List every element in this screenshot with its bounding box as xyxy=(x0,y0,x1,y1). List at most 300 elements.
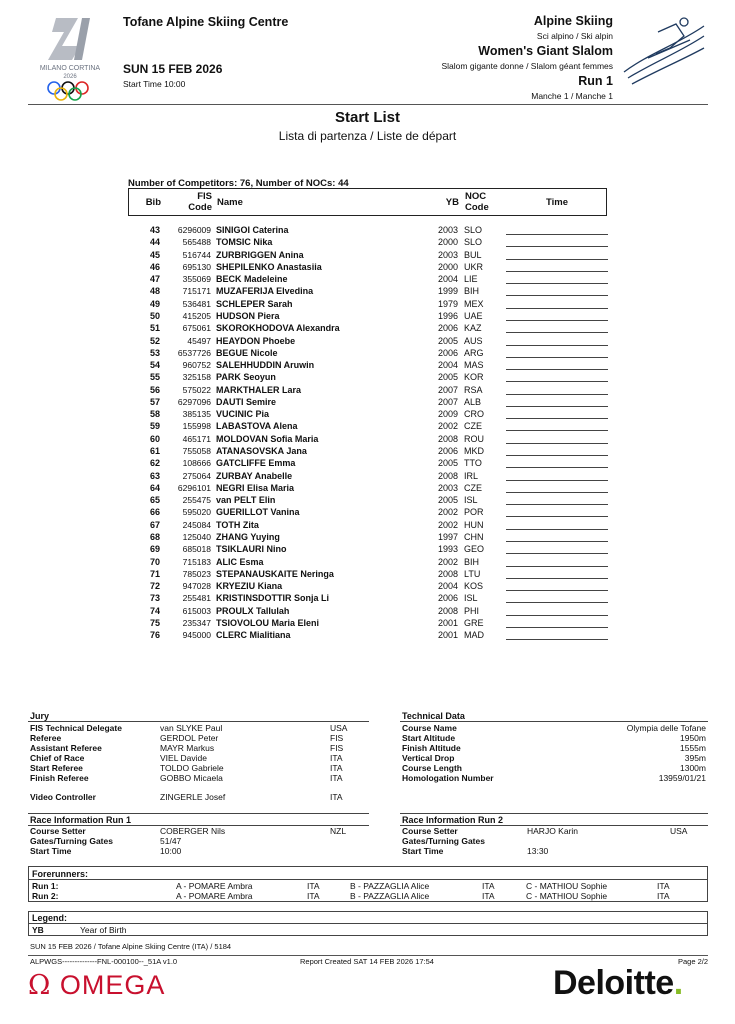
athlete-name-cell: GATCLIFFE Emma xyxy=(216,458,296,469)
run2-start-label: Start Time xyxy=(402,846,444,856)
run1-setter-label: Course Setter xyxy=(30,826,86,836)
noc-code-cell: HUN xyxy=(464,519,484,530)
athlete-name-cell: CLERC Mialitiana xyxy=(216,630,291,641)
bib-cell: 66 xyxy=(149,507,160,518)
year-of-birth-cell: 2005 xyxy=(437,495,458,506)
table-row xyxy=(128,531,608,543)
athlete-name-cell: MARKTHALER Lara xyxy=(216,384,302,395)
athlete-name-cell: KRYEZIU Kiana xyxy=(216,581,283,592)
fis-code-cell: 516744 xyxy=(182,249,211,260)
noc-code-cell: RSA xyxy=(464,384,483,395)
forerunner-run-label: Run 2: xyxy=(32,891,59,901)
time-blank-line xyxy=(506,418,608,419)
table-row xyxy=(128,347,608,359)
noc-code-cell: CZE xyxy=(464,482,482,493)
jury-role: FIS Technical Delegate xyxy=(30,723,122,733)
run2-setter-noc: USA xyxy=(670,826,688,836)
technical-value: 13959/01/21 xyxy=(658,773,706,783)
omega-wordmark: OMEGA xyxy=(59,970,166,1000)
bib-cell: 75 xyxy=(149,617,160,628)
time-blank-line xyxy=(506,590,608,591)
athlete-name-cell: van PELT Elin xyxy=(216,495,276,506)
alpine-skiing-pictogram-icon xyxy=(618,14,708,86)
fis-code-cell: 685018 xyxy=(182,544,211,555)
table-row xyxy=(128,470,608,482)
fis-code-cell: 275064 xyxy=(182,470,211,481)
time-blank-line xyxy=(506,381,608,382)
table-row xyxy=(128,273,608,285)
forerunners-divider xyxy=(28,879,708,880)
table-row xyxy=(128,298,608,310)
noc-code-cell: ARG xyxy=(464,347,484,358)
fis-code-cell: 575022 xyxy=(182,384,211,395)
time-blank-line xyxy=(506,234,608,235)
omega-logo xyxy=(28,970,165,1001)
time-blank-line xyxy=(506,246,608,247)
year-of-birth-cell: 2006 xyxy=(437,347,458,358)
legend-title: Legend: xyxy=(32,913,67,923)
table-header xyxy=(128,188,607,216)
athlete-name-cell: SCHLEPER Sarah xyxy=(216,298,293,309)
table-row xyxy=(128,543,608,555)
fis-code-cell: 6296101 xyxy=(177,482,211,493)
table-row xyxy=(128,568,608,580)
athlete-name-cell: LABASTOVA Alena xyxy=(216,421,298,432)
noc-code-cell: KAZ xyxy=(464,323,482,334)
fis-code-cell: 255475 xyxy=(182,495,211,506)
time-blank-line xyxy=(506,369,608,370)
year-of-birth-cell: 2006 xyxy=(437,593,458,604)
fis-code-cell: 945000 xyxy=(182,630,211,641)
athlete-name-cell: STEPANAUSKAITE Neringa xyxy=(216,568,334,579)
table-row xyxy=(128,506,608,518)
table-row xyxy=(128,482,608,494)
fis-code-cell: 755058 xyxy=(182,446,211,457)
athlete-name-cell: ZURBAY Anabelle xyxy=(216,470,293,481)
run1-gates: 51/47 xyxy=(160,836,182,846)
fis-code-cell: 960752 xyxy=(182,360,211,371)
fis-code-cell: 45497 xyxy=(187,335,211,346)
bib-cell: 46 xyxy=(149,261,160,272)
fis-code-cell: 715183 xyxy=(182,556,211,567)
bib-cell: 50 xyxy=(149,310,160,321)
bib-cell: 51 xyxy=(149,323,160,334)
bib-cell: 69 xyxy=(149,544,160,555)
time-blank-line xyxy=(506,541,608,542)
technical-value: 395m xyxy=(684,753,706,763)
time-blank-line xyxy=(506,271,608,272)
time-blank-line xyxy=(506,283,608,284)
deloitte-dot: . xyxy=(673,964,683,1002)
technical-label: Course Name xyxy=(402,723,457,733)
year-of-birth-cell: 2002 xyxy=(437,421,458,432)
time-blank-line xyxy=(506,357,608,358)
run2-gates-label: Gates/Turning Gates xyxy=(402,836,485,846)
noc-code-cell: TTO xyxy=(464,458,482,469)
year-of-birth-cell: 2000 xyxy=(437,261,458,272)
bib-cell: 47 xyxy=(149,274,160,285)
technical-title: Technical Data xyxy=(402,711,465,721)
fis-code-cell: 947028 xyxy=(182,581,211,592)
time-blank-line xyxy=(506,259,608,260)
time-blank-line xyxy=(506,529,608,530)
technical-value: 1555m xyxy=(680,743,706,753)
fis-code-cell: 235347 xyxy=(182,617,211,628)
jury-role: Finish Referee xyxy=(30,773,89,783)
table-row xyxy=(128,580,608,592)
year-of-birth-cell: 2000 xyxy=(437,237,458,248)
jury-noc: FIS xyxy=(330,743,344,753)
fis-code-cell: 355069 xyxy=(182,274,211,285)
time-blank-line xyxy=(506,492,608,493)
athlete-name-cell: MOLDOVAN Sofia Maria xyxy=(216,433,319,444)
legend-divider xyxy=(28,923,708,924)
technical-label: Vertical Drop xyxy=(402,753,455,763)
forerunner-c: C - MATHIOU Sophie xyxy=(526,881,608,891)
fis-code-cell: 595020 xyxy=(182,507,211,518)
athlete-name-cell: DAUTI Semire xyxy=(216,396,277,407)
athlete-name-cell: ZURBRIGGEN Anina xyxy=(216,249,304,260)
athlete-name-cell: TOTH Zita xyxy=(216,519,259,530)
noc-code-cell: KOS xyxy=(464,581,484,592)
athlete-name-cell: GUERILLOT Vanina xyxy=(216,507,300,518)
bib-cell: 64 xyxy=(149,482,160,493)
fis-code-cell: 125040 xyxy=(182,532,211,542)
athlete-name-cell: NEGRI Elisa Maria xyxy=(216,482,295,493)
noc-code-cell: IRL xyxy=(464,470,479,481)
table-row xyxy=(128,249,608,261)
footer-event-line: SUN 15 FEB 2026 / Tofane Alpine Skiing Centre (ITA) / 5184 xyxy=(30,942,232,951)
bib-cell: 57 xyxy=(149,396,160,407)
milano-cortina-logo xyxy=(30,12,110,102)
jury-member-name: GERDOL Peter xyxy=(160,733,219,743)
year-of-birth-cell: 2004 xyxy=(437,360,458,371)
noc-code-cell: UAE xyxy=(464,310,483,321)
table-row xyxy=(128,335,608,347)
bib-cell: 48 xyxy=(149,286,160,297)
year-of-birth-cell: 2003 xyxy=(437,482,458,493)
jury-member-name: GOBBO Micaela xyxy=(160,773,223,783)
legend-key: YB xyxy=(32,925,44,935)
year-of-birth-cell: 2002 xyxy=(437,507,458,518)
forerunner-c: C - MATHIOU Sophie xyxy=(526,891,608,901)
table-row xyxy=(128,384,608,396)
table-row xyxy=(128,261,608,273)
athlete-name-cell: HEAYDON Phoebe xyxy=(216,335,296,346)
col-fis: FIS xyxy=(197,191,212,202)
bib-cell: 45 xyxy=(149,249,160,260)
forerunner-c-noc: ITA xyxy=(657,881,670,891)
jury-member-name: ZINGERLE Josef xyxy=(160,792,226,802)
table-row xyxy=(128,310,608,322)
athlete-name-cell: BEGUE Nicole xyxy=(216,347,278,358)
discipline: Alpine Skiing xyxy=(533,14,613,28)
technical-divider xyxy=(400,721,708,722)
fis-code-cell: 465171 xyxy=(182,433,211,444)
run1-setter: COBERGER Nils xyxy=(160,826,226,836)
svg-text:2026: 2026 xyxy=(63,74,77,80)
omega-symbol-icon: Ω xyxy=(28,970,52,1001)
fis-code-cell: 155998 xyxy=(182,421,211,432)
table-row xyxy=(128,371,608,383)
bib-cell: 53 xyxy=(149,347,160,358)
athlete-name-cell: PARK Seoyun xyxy=(216,372,276,383)
noc-code-cell: POR xyxy=(464,507,484,518)
noc-code-cell: SLO xyxy=(464,237,483,248)
year-of-birth-cell: 2005 xyxy=(437,372,458,383)
year-of-birth-cell: 2008 xyxy=(437,568,458,579)
bib-cell: 59 xyxy=(149,421,160,432)
time-blank-line xyxy=(506,394,608,395)
time-blank-line xyxy=(506,295,608,296)
fis-code-cell: 675061 xyxy=(182,323,211,334)
jury-noc: ITA xyxy=(330,753,343,763)
page-title: Start List xyxy=(334,109,400,126)
athlete-name-cell: TSIOVOLOU Maria Eleni xyxy=(216,617,320,628)
table-row xyxy=(128,433,608,445)
col-noc: NOC xyxy=(465,191,487,202)
year-of-birth-cell: 2001 xyxy=(437,617,458,628)
table-row xyxy=(128,605,608,617)
run1-gates-label: Gates/Turning Gates xyxy=(30,836,113,846)
deloitte-wordmark: Deloitte xyxy=(553,964,674,1002)
bib-cell: 49 xyxy=(149,298,160,309)
technical-value: 1950m xyxy=(680,733,706,743)
fis-code-cell: 565488 xyxy=(182,237,211,248)
athlete-name-cell: TSIKLAURI Nino xyxy=(216,544,287,555)
time-blank-line xyxy=(506,504,608,505)
bib-cell: 74 xyxy=(149,605,160,616)
athlete-name-cell: SHEPILENKO Anastasiia xyxy=(216,261,322,272)
jury-noc: ITA xyxy=(330,773,343,783)
run-label: Run 1 xyxy=(578,74,613,88)
bib-cell: 44 xyxy=(149,237,160,248)
time-blank-line xyxy=(506,320,608,321)
time-blank-line xyxy=(506,516,608,517)
forerunner-b-noc: ITA xyxy=(482,881,495,891)
bib-cell: 68 xyxy=(149,532,160,542)
athlete-name-cell: KRISTINSDOTTIR Sonja Li xyxy=(216,593,330,604)
noc-code-cell: UKR xyxy=(464,261,484,272)
table-row xyxy=(128,322,608,334)
run2-setter-label: Course Setter xyxy=(402,826,458,836)
year-of-birth-cell: 2002 xyxy=(437,519,458,530)
race-run2-top-rule xyxy=(400,813,708,814)
table-row xyxy=(128,457,608,469)
table-row xyxy=(128,556,608,568)
time-blank-line xyxy=(506,345,608,346)
forerunner-b: B - PAZZAGLIA Alice xyxy=(350,881,430,891)
bib-cell: 72 xyxy=(149,581,160,592)
col-fis-code: Code xyxy=(188,202,212,213)
year-of-birth-cell: 2005 xyxy=(437,335,458,346)
event-name: Women's Giant Slalom xyxy=(478,44,613,58)
jury-member-name: TOLDO Gabriele xyxy=(160,763,224,773)
year-of-birth-cell: 2005 xyxy=(437,458,458,469)
start-time: Start Time 10:00 xyxy=(123,79,186,89)
forerunner-b-noc: ITA xyxy=(482,891,495,901)
jury-noc: ITA xyxy=(330,792,343,802)
noc-code-cell: GEO xyxy=(464,544,485,555)
noc-code-cell: ISL xyxy=(464,495,478,506)
forerunners-title: Forerunners: xyxy=(32,869,89,879)
jury-role: Referee xyxy=(30,733,62,743)
jury-noc: ITA xyxy=(330,763,343,773)
bib-cell: 58 xyxy=(149,409,160,420)
noc-code-cell: ISL xyxy=(464,593,478,604)
year-of-birth-cell: 2003 xyxy=(437,249,458,260)
technical-value: 1300m xyxy=(680,763,706,773)
bib-cell: 76 xyxy=(149,630,160,641)
year-of-birth-cell: 2003 xyxy=(437,225,458,235)
fis-code-cell: 536481 xyxy=(182,298,211,309)
header-divider xyxy=(28,104,708,105)
report-code: ALPWGS--------------FNL-000100--_51A v1.0 xyxy=(30,957,178,966)
time-blank-line xyxy=(506,615,608,616)
col-time: Time xyxy=(546,197,569,208)
jury-member-name: van SLYKE Paul xyxy=(160,723,223,733)
noc-code-cell: LIE xyxy=(464,274,478,285)
year-of-birth-cell: 1999 xyxy=(437,286,458,297)
bib-cell: 56 xyxy=(149,384,160,395)
competitor-summary: Number of Competitors: 76, Number of NOCs: 44 xyxy=(128,178,349,189)
forerunner-run-label: Run 1: xyxy=(32,881,59,891)
noc-code-cell: KOR xyxy=(464,372,484,383)
run2-start: 13:30 xyxy=(527,846,549,856)
year-of-birth-cell: 2006 xyxy=(437,323,458,334)
col-noc-code: Code xyxy=(465,202,489,213)
noc-code-cell: MAS xyxy=(464,360,484,371)
noc-code-cell: SLO xyxy=(464,225,483,235)
athlete-name-cell: SKOROKHODOVA Alexandra xyxy=(216,323,340,334)
bib-cell: 73 xyxy=(149,593,160,604)
jury-role: Start Referee xyxy=(30,763,83,773)
table-row xyxy=(128,420,608,432)
fis-code-cell: 6296009 xyxy=(177,225,211,235)
jury-role: Assistant Referee xyxy=(30,743,102,753)
race-run2-title: Race Information Run 2 xyxy=(402,815,504,825)
run2-setter: HARJO Karin xyxy=(527,826,579,836)
bib-cell: 70 xyxy=(149,556,160,567)
athlete-name-cell: MUZAFERIJA Elvedina xyxy=(216,286,314,297)
time-blank-line xyxy=(506,578,608,579)
table-row xyxy=(128,359,608,371)
jury-noc: FIS xyxy=(330,733,344,743)
year-of-birth-cell: 2002 xyxy=(437,556,458,567)
time-blank-line xyxy=(506,443,608,444)
table-row xyxy=(128,285,608,297)
technical-label: Finish Altitude xyxy=(402,743,461,753)
year-of-birth-cell: 2007 xyxy=(437,384,458,395)
time-blank-line xyxy=(506,467,608,468)
jury-member-name: MAYR Markus xyxy=(160,743,215,753)
fis-code-cell: 6537726 xyxy=(177,347,211,358)
bib-cell: 43 xyxy=(149,225,160,235)
noc-code-cell: MAD xyxy=(464,630,484,641)
time-blank-line xyxy=(506,566,608,567)
time-blank-line xyxy=(506,308,608,309)
table-row xyxy=(128,519,608,531)
athlete-name-cell: SINIGOI Caterina xyxy=(216,225,289,235)
forerunner-a: A - POMARE Ambra xyxy=(176,881,253,891)
venue-name: Tofane Alpine Skiing Centre xyxy=(123,15,289,29)
year-of-birth-cell: 2008 xyxy=(437,470,458,481)
run1-start-label: Start Time xyxy=(30,846,72,856)
bib-cell: 52 xyxy=(149,335,160,346)
technical-value: Olympia delle Tofane xyxy=(626,723,706,733)
time-blank-line xyxy=(506,406,608,407)
fis-code-cell: 6297096 xyxy=(177,396,211,407)
year-of-birth-cell: 1996 xyxy=(437,310,458,321)
bib-cell: 55 xyxy=(149,372,160,383)
noc-code-cell: AUS xyxy=(464,335,483,346)
forerunner-c-noc: ITA xyxy=(657,891,670,901)
jury-member-name: VIEL Davide xyxy=(160,753,207,763)
table-row xyxy=(128,445,608,457)
fis-code-cell: 415205 xyxy=(182,310,211,321)
bib-cell: 60 xyxy=(149,433,160,444)
year-of-birth-cell: 1993 xyxy=(437,544,458,555)
col-yb: YB xyxy=(445,197,459,208)
event-translation: Slalom gigante donne / Slalom géant femmes xyxy=(441,61,613,71)
table-row xyxy=(128,396,608,408)
bib-cell: 65 xyxy=(149,495,160,506)
time-blank-line xyxy=(506,332,608,333)
bib-cell: 63 xyxy=(149,470,160,481)
noc-code-cell: CHN xyxy=(464,532,484,542)
table-row xyxy=(128,629,608,641)
fis-code-cell: 255481 xyxy=(182,593,211,604)
noc-code-cell: LTU xyxy=(464,568,481,579)
year-of-birth-cell: 2008 xyxy=(437,433,458,444)
fis-code-cell: 615003 xyxy=(182,605,211,616)
time-blank-line xyxy=(506,627,608,628)
bib-cell: 61 xyxy=(149,446,160,457)
noc-code-cell: ROU xyxy=(464,433,484,444)
discipline-translation: Sci alpino / Ski alpin xyxy=(536,31,613,41)
noc-code-cell: CRO xyxy=(464,409,484,420)
athlete-name-cell: VUCINIC Pia xyxy=(216,409,270,420)
jury-noc: USA xyxy=(330,723,348,733)
page-number: Page 2/2 xyxy=(677,957,708,966)
logo-text: MILANO CORTINA xyxy=(39,65,101,72)
athlete-name-cell: SALEHHUDDIN Aruwin xyxy=(216,360,315,371)
jury-title: Jury xyxy=(30,711,50,721)
noc-code-cell: PHI xyxy=(464,605,480,616)
forerunner-a-noc: ITA xyxy=(307,891,320,901)
table-row xyxy=(128,224,608,236)
bib-cell: 71 xyxy=(149,568,160,579)
col-name: Name xyxy=(217,197,243,208)
race-run1-top-rule xyxy=(28,813,369,814)
fis-code-cell: 325158 xyxy=(182,372,211,383)
year-of-birth-cell: 2007 xyxy=(437,396,458,407)
run1-setter-noc: NZL xyxy=(330,826,347,836)
athlete-name-cell: PROULX Tallulah xyxy=(216,605,290,616)
jury-role: Chief of Race xyxy=(30,753,85,763)
fis-code-cell: 715171 xyxy=(182,286,211,297)
year-of-birth-cell: 1979 xyxy=(437,298,458,309)
legend-value: Year of Birth xyxy=(80,925,127,935)
technical-label: Course Length xyxy=(402,763,462,773)
race-run1-title: Race Information Run 1 xyxy=(30,815,132,825)
forerunner-a: A - POMARE Ambra xyxy=(176,891,253,901)
technical-label: Start Altitude xyxy=(402,733,456,743)
year-of-birth-cell: 2009 xyxy=(437,409,458,420)
time-blank-line xyxy=(506,430,608,431)
fis-code-cell: 108666 xyxy=(182,458,211,469)
year-of-birth-cell: 2001 xyxy=(437,630,458,641)
